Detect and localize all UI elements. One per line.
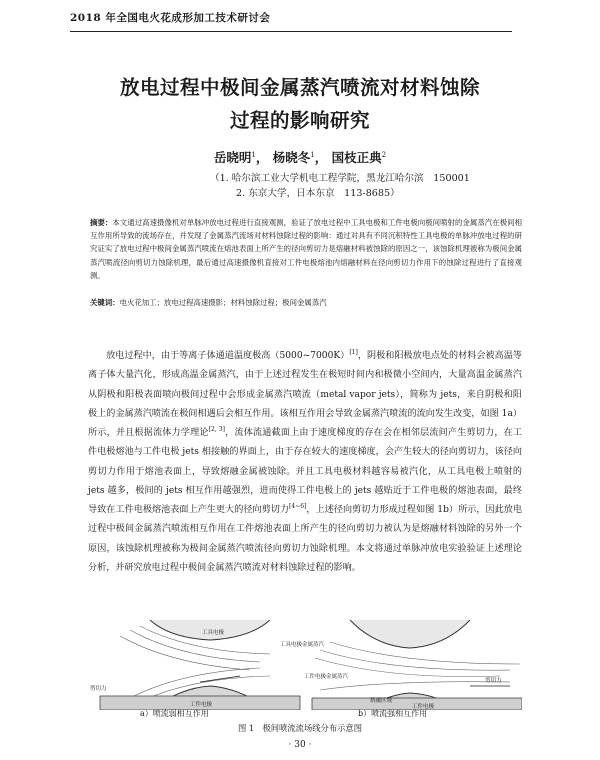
author-affil-mark: 1: [310, 150, 315, 159]
author-affil-mark: 1: [251, 150, 256, 159]
citation-ref: [1]: [349, 348, 358, 356]
shear-arrow: [200, 676, 240, 682]
body-text: ，阴极和阳极放电点处的材料会被高温等离子体大量汽化，形成高温金属蒸汽，由于上述过程发生在极短时间内和极微小空间内，大量高温金属蒸汽从阴极和阳极表面喷向极间过程中会形成金属蒸汽喷流（metal vapor jets），简称为 jets，来自阴极和阳极上的金属蒸汽喷流在极间相遇后会相互作用。该相互作用会导致金属蒸汽喷流的流向发生改变，如图 1a）所示，并且根据流体力学理论: [88, 351, 522, 438]
paper-title-line2: 过程的影响研究: [229, 109, 370, 132]
jet-flow-diagram: [90, 620, 522, 710]
label-molten-zone: 熔融区域: [370, 698, 393, 704]
body-text: 放电过程中，由于等离子体通道温度极高（5000~7000K）: [106, 351, 350, 361]
label-tool-jets: 工具电极金属蒸汽: [280, 642, 325, 648]
keywords-text: 电火花加工；放电过程高速摄影；材料蚀除过程；极间金属蒸汽: [119, 298, 327, 307]
page-number: · 30 ·: [288, 740, 312, 750]
header-rule: [70, 31, 512, 32]
body-paragraph: [88, 347, 522, 578]
figure-title: 图 1 极间喷流流场线分布示意图: [237, 723, 363, 733]
panel-b: [280, 620, 522, 710]
citation-ref: [2, 3]: [208, 425, 225, 433]
affiliation-2: 2. 东京大学，日本东京 113-8685）: [236, 188, 400, 199]
figure-caption-a: a）喷流弱相互作用: [140, 709, 209, 718]
author-name: 岳晓明: [213, 150, 252, 165]
label-shear: 剪切力: [90, 686, 107, 692]
abstract-label: 摘要：: [90, 218, 113, 227]
label-workpiece: 工件电极: [190, 702, 213, 708]
body-text: ，上述径向剪切力形成过程如图 1b）所示，因此放电过程中极间金属蒸汽喷流相互作用在工件熔池表面上所产生的径向剪切力被认为是熔融材料蚀除的另外一个原因，该蚀除机理被称为极间金属蒸汽喷流径向剪切力蚀除机理。本文将通过单脉冲放电实验验证上述理论分析，并研究放电过程中极间金属蒸汽喷流对材料蚀除过程的影响。: [88, 505, 522, 573]
author-name: 国枝正典: [331, 150, 382, 165]
figure-caption-b: b）喷流强相互作用: [358, 709, 428, 718]
body-text: ，流体流通截面上由于速度梯度的存在会在相邻层流间产生剪切力，在工件电极熔池与工件电极 jets 相接触的界面上，由于存在较大的速度梯度，会产生较大的径向剪切力，该径向剪切力作用于熔池表面上，导致熔融金属被蚀除。并且工具电极材料越容易被汽化，从工具电极上喷射的 jets 越多，极间的 jets 相互作用越强烈，进而使得工件电极上的 jets 越贴近于工件电极的熔池表面，最终导致在工件电极熔池表面上产生更大的径向剪切力: [88, 428, 522, 515]
keywords: [90, 296, 522, 309]
affiliation-1: （1. 哈尔滨工业大学机电工程学院，黑龙江哈尔滨 150001: [210, 173, 470, 184]
panel-a: [90, 620, 300, 710]
author-affil-mark: 2: [381, 150, 387, 159]
author-name: 杨晓冬: [272, 150, 311, 165]
running-header: 2018 年全国电火花成形加工技术研讨会: [70, 12, 271, 24]
paper-title-line1: 放电过程中极间金属蒸汽喷流对材料蚀除: [119, 76, 480, 99]
abstract: [90, 216, 522, 282]
label-shear: 剪切力: [485, 678, 502, 684]
tool-electrode-shape: [350, 620, 470, 648]
label-tool-electrode: 工具电极: [202, 630, 225, 636]
citation-ref: [4~6]: [289, 502, 307, 510]
label-work-jets: 工件电极金属蒸汽: [304, 674, 349, 680]
flow-line: [320, 650, 510, 670]
label-workpiece: 工件电极: [412, 704, 435, 710]
abstract-text: 本文通过高速摄像机对单脉冲放电过程进行直接观测，验证了放电过程中工具电极和工件电极向极间喷射的金属蒸汽在极间相互作用所导致的流场存在，并发现了金属蒸汽流场对材料蚀除过程的影响：通过对具有不同沉积特性工具电极的单脉冲放电过程的研究证实了放电过程中极间金属蒸汽喷流在熔池表面上所产生的径向剪切力是熔融材料被蚀除的原因之一，该蚀除机理被称为极间金属蒸汽喷流径向剪切力蚀除机理，最后通过高速摄像机直接对工件电极熔池内熔融材料在径向剪切力作用下的蚀除过程进行了直接观测。: [90, 218, 522, 280]
keywords-label: 关键词：: [90, 298, 120, 307]
author-list: 岳晓明$^1$， 杨晓冬$^1$， 国枝正典$^2$: [213, 150, 387, 165]
figure-1: [90, 620, 522, 720]
flow-line: [120, 636, 250, 670]
